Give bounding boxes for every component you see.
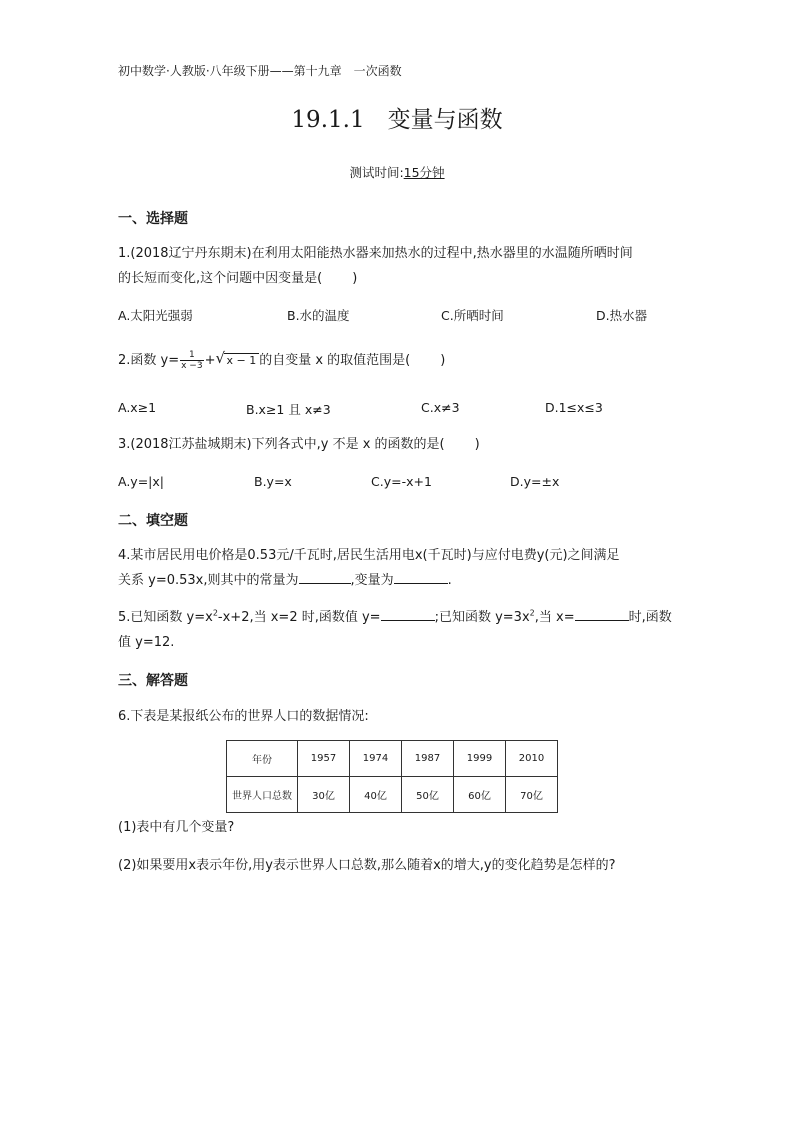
table-cell: 50亿 <box>402 777 454 813</box>
section-heading-choice: 一、选择题 <box>118 211 188 227</box>
table-row <box>227 741 558 777</box>
table-cell: 1987 <box>402 741 454 777</box>
question-6-part-1: (1)表中有几个变量? <box>118 820 235 835</box>
test-time-label: 测试时间: <box>349 165 404 180</box>
question-5: 5.已知函数 $y=x^2-x+2$,当 x=2 时,函数值 y= ;已知函数 $y=3x^2$,当 x= 时,函数 值 y=12. <box>118 605 672 655</box>
question-3-option-d: D.y=±x <box>510 474 560 489</box>
table-cell: 2010 <box>506 741 558 777</box>
question-6-part-2: (2)如果要用x表示年份,用y表示世界人口总数,那么随着x的增大,y的变化趋势是怎样的? <box>118 858 616 873</box>
question-1-option-b: B.水的温度 <box>287 308 350 323</box>
table-cell: 60亿 <box>454 777 506 813</box>
question-3-option-b: B.y=x <box>254 474 292 489</box>
table-row <box>227 777 558 813</box>
section-heading-solve: 三、解答题 <box>118 673 188 689</box>
question-1-option-d: D.热水器 <box>596 308 648 323</box>
answer-blank[interactable] <box>575 606 629 621</box>
question-2-option-b: B.x≥1 且 x≠3 <box>246 402 331 417</box>
question-3-option-c: C.y=-x+1 <box>371 474 432 489</box>
question-2-option-c: C.x≠3 <box>421 400 460 415</box>
question-1-option-a: A.太阳光强弱 <box>118 308 193 323</box>
population-table <box>226 740 558 813</box>
square-root: √ x − 1 <box>216 347 260 375</box>
page-title: 19.1.1 变量与函数 <box>291 107 503 133</box>
question-1-option-c: C.所晒时间 <box>441 308 504 323</box>
test-time <box>0 163 794 181</box>
table-cell: 70亿 <box>506 777 558 813</box>
table-cell: 1974 <box>350 741 402 777</box>
table-cell: 30亿 <box>298 777 350 813</box>
question-2-option-d: D.1≤x≤3 <box>545 400 603 415</box>
fraction: $\frac{1}{x -3}$ <box>181 350 203 371</box>
table-cell: 1999 <box>454 741 506 777</box>
question-2-option-a: A.x≥1 <box>118 400 157 415</box>
table-cell: 40亿 <box>350 777 402 813</box>
test-time-value: 15分钟 <box>403 165 445 180</box>
question-1-line-2: 的长短而变化,这个问题中因变量是( ) <box>118 271 358 286</box>
question-2: 2.函数 y= $\frac{1}{x -3}$ + √ x − 1 的自变量 x 的取值范围是( ) <box>118 347 445 375</box>
table-header-cell: 世界人口总数 <box>227 777 298 813</box>
section-heading-fill: 二、填空题 <box>118 513 188 529</box>
answer-blank[interactable] <box>299 569 351 584</box>
table-cell: 1957 <box>298 741 350 777</box>
answer-blank[interactable] <box>394 569 448 584</box>
table-header-cell: 年份 <box>227 741 298 777</box>
question-1-line-1: 1.(2018辽宁丹东期末)在利用太阳能热水器来加热水的过程中,热水器里的水温随所晒时间 <box>118 246 633 261</box>
question-4: 4.某市居民用电价格是0.53元/千瓦时,居民生活用电x(千瓦时)与应付电费y(元)之间满足 关系 y=0.53x,则其中的常量为 ,变量为 . <box>118 548 620 588</box>
page-header: 初中数学·人教版·八年级下册——第十九章 一次函数 <box>118 64 402 78</box>
question-1 <box>118 241 633 291</box>
question-3-option-a: A.y=|x| <box>118 474 164 489</box>
question-3: 3.(2018江苏盐城期末)下列各式中,y 不是 x 的函数的是( ) <box>118 437 480 452</box>
question-6-intro: 6.下表是某报纸公布的世界人口的数据情况: <box>118 709 369 724</box>
answer-blank[interactable] <box>381 606 435 621</box>
